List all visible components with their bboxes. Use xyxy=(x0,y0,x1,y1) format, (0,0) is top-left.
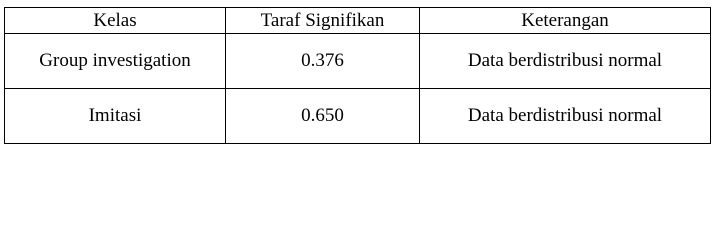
cell-keterangan: Data berdistribusi normal xyxy=(420,34,711,89)
table-row xyxy=(5,89,711,144)
header-kelas: Kelas xyxy=(5,8,226,34)
cell-kelas: Imitasi xyxy=(5,89,226,144)
table-header-row xyxy=(5,8,711,34)
table-body xyxy=(5,34,711,144)
cell-taraf-signifikan: 0.650 xyxy=(226,89,420,144)
cell-kelas: Group investigation xyxy=(5,34,226,89)
normality-test-table xyxy=(4,7,711,144)
header-taraf-signifikan: Taraf Signifikan xyxy=(226,8,420,34)
table-caption-clipped xyxy=(0,0,714,5)
table-header xyxy=(5,8,711,34)
cell-keterangan: Data berdistribusi normal xyxy=(420,89,711,144)
table-row xyxy=(5,34,711,89)
header-keterangan: Keterangan xyxy=(420,8,711,34)
cell-taraf-signifikan: 0.376 xyxy=(226,34,420,89)
